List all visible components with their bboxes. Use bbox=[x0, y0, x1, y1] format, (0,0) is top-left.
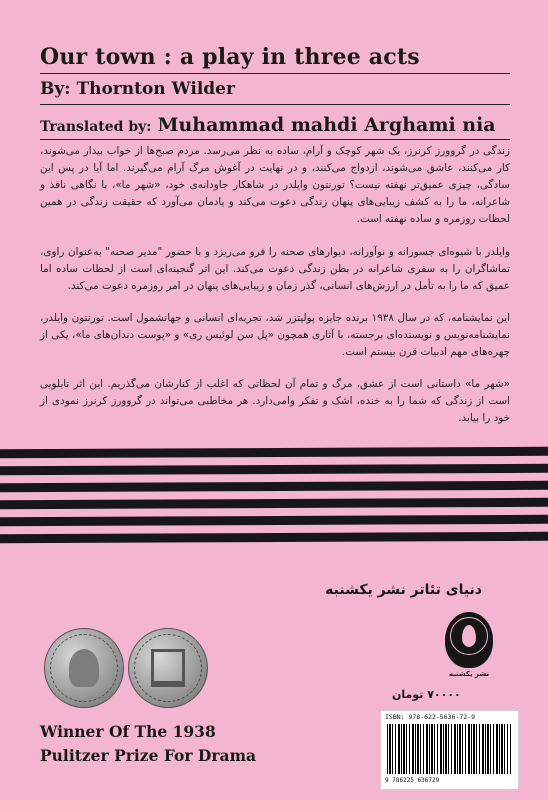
barcode-digits: 9 786225 636729 bbox=[385, 777, 440, 784]
stripe bbox=[0, 447, 548, 458]
blurb-paragraph-4: «شهر ما» داستانی است از عشق، مرگ و تمام آن لحظاتی که اغلب از کنارشان می‌گذریم. این اثر تابلویی است از زندگی که شما را به خنده، اشک و تفکر وامی‌دارد. هر مخاطبی می‌تواند در گروورز کرنرز نمودی از خود را بیابد. bbox=[40, 378, 510, 424]
medal-bust bbox=[69, 649, 99, 687]
book-title: Our town : a play in three acts bbox=[40, 44, 420, 70]
decorative-stripes bbox=[0, 448, 548, 550]
title-underline bbox=[40, 73, 510, 74]
author-line bbox=[40, 79, 235, 99]
medal-press bbox=[151, 649, 185, 687]
stripe bbox=[0, 515, 548, 526]
award-text bbox=[40, 720, 256, 768]
stripe bbox=[0, 464, 548, 475]
price: ۷۰۰۰۰ تومان bbox=[392, 688, 461, 701]
translated-label: Translated by: bbox=[40, 119, 152, 135]
pulitzer-medal-press-icon bbox=[128, 628, 208, 708]
stripe bbox=[0, 481, 548, 492]
award-line-1: Winner Of The 1938 bbox=[40, 722, 216, 741]
blurb-paragraph-3: این نمایشنامه، که در سال ۱۹۳۸ برنده جایزه پولیتزر شد، تجربه‌ای انسانی و جهانشمول است. تورنتون وایلدر، نمایشنامه‌نویس و نویسنده‌ای برجسته، با آثاری همچون «پل سن لوئیس ری» و «پوست دندان‌های ما»، یکی از چهره‌های مهم ادبیات قرن بیستم است. bbox=[40, 312, 510, 358]
by-label: By: bbox=[40, 79, 71, 99]
publisher-logo-text: نشر یکشنبه bbox=[448, 670, 490, 678]
stripe bbox=[0, 498, 548, 509]
author-name: Thornton Wilder bbox=[76, 79, 235, 99]
barcode-bars bbox=[387, 724, 511, 774]
author-underline bbox=[40, 104, 510, 105]
publisher-series-name: دنیای تئاتر نشر یکشنبه bbox=[325, 582, 482, 598]
drop-shape bbox=[462, 625, 476, 647]
publisher-logo-icon bbox=[445, 612, 493, 668]
isbn-barcode bbox=[380, 710, 519, 790]
translator-line bbox=[40, 114, 496, 136]
award-line-2: Pulitzer Prize For Drama bbox=[40, 746, 257, 765]
isbn-label: ISBN: 978-622-5636-72-9 bbox=[385, 713, 476, 721]
translator-underline bbox=[40, 139, 510, 140]
stripe bbox=[0, 532, 548, 543]
blurb-paragraph-2: وایلدر با شیوه‌ای جسورانه و نوآورانه، دیوارهای صحنه را فرو می‌ریزد و با حضور "مدیر صحنه" به‌عنوان راوی، تماشاگران را به سفری شاعرانه در بطن زندگی دعوت می‌کند. این اثر گنجینه‌ای است از لحظات ساده اما عمیق که ما را به تأمل در ارزش‌های انسانی، گذر زمان و زیبایی‌های پنهان در امر روزمره دعوت می‌کند. bbox=[40, 246, 510, 292]
pulitzer-medal-portrait-icon bbox=[44, 628, 124, 708]
translator-name: Muhammad mahdi Arghami nia bbox=[157, 114, 496, 136]
blurb-paragraph-1: زندگی در گروورز کرنرز، یک شهر کوچک و آرام، ساده به نظر می‌رسد. مردم صبح‌ها از خواب بیدار می‌شوند، کار می‌کنند، عاشق می‌شوند، ازدواج می‌کنند، و در نهایت در آغوش مرگ آرام می‌گیرند. اما آیا در پس این سادگی، چیزی عمیق‌تر نهفته نیست؟ تورنتون وایلدر در شاهکار جاودانه‌ی خود، «شهر ما»، با نگاهی نافذ و شاعرانه، ما را به کشف زیبایی‌های پنهان زندگی دعوت می‌کند و یادمان می‌آورد که حقیقت زندگی در همین لحظات روزمره و ساده نهفته است. bbox=[40, 145, 510, 225]
